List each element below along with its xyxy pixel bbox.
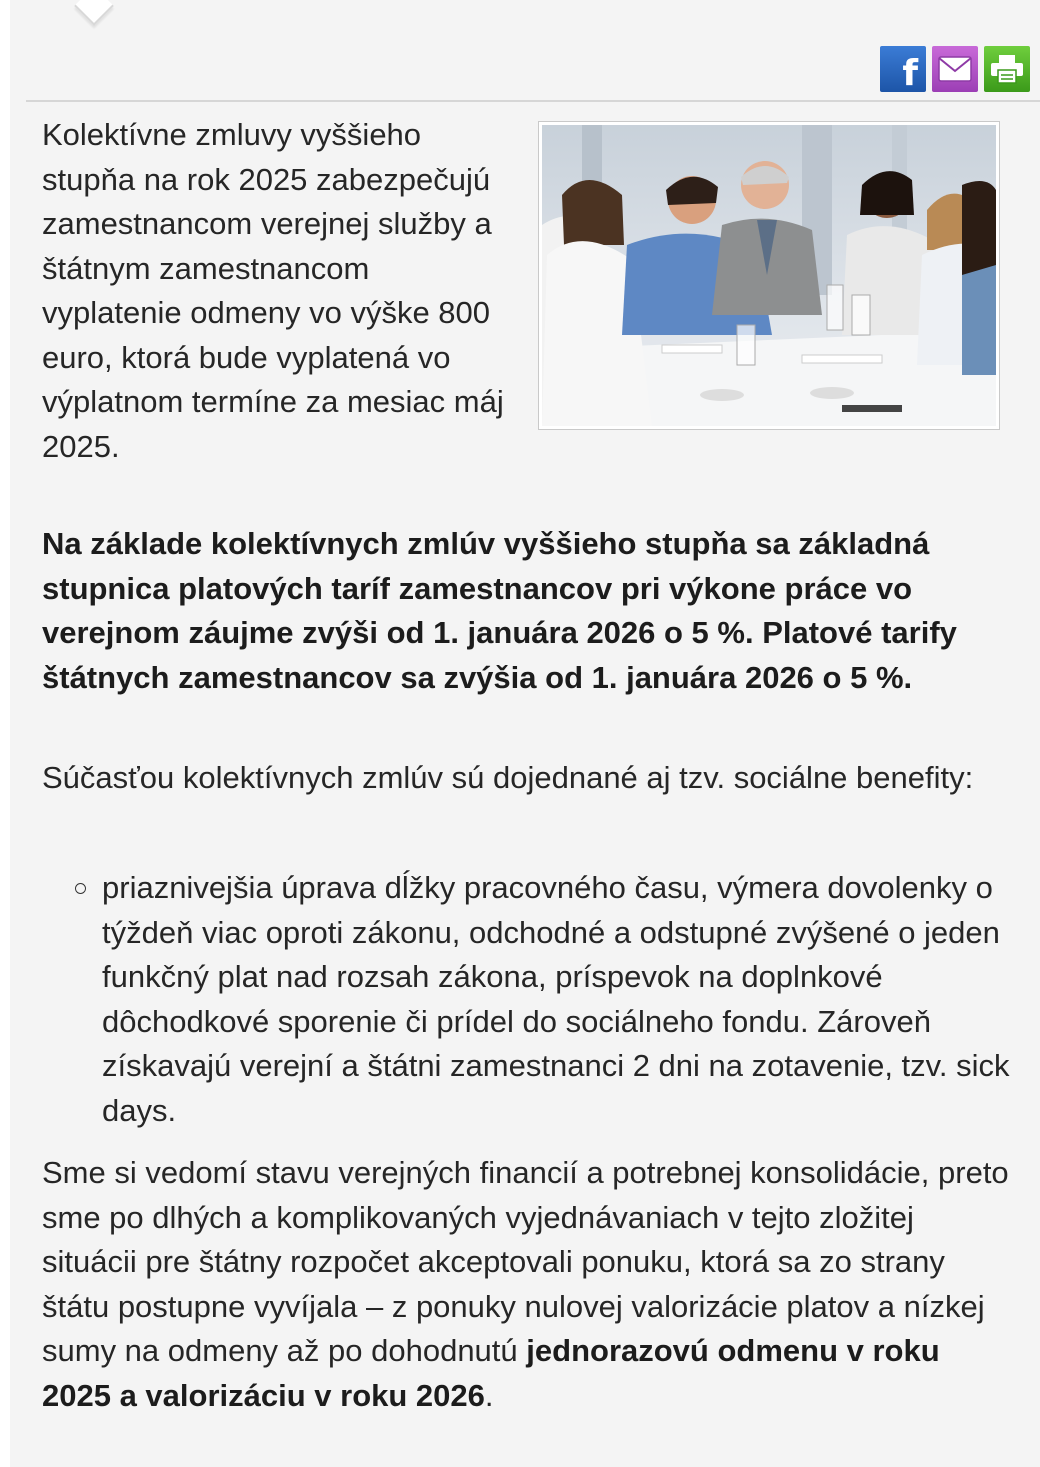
envelope-icon [938, 56, 972, 82]
list-item-text: priaznivejšia úprava dĺžky pracovného času, výmera dovolenky o týždeň viac oproti zákonu, odchodné a odstupné zvýšené o jeden funkčný plat nad rozsah zákona, príspevok na doplnkové dôchodkové sporenie či prídel do sociálneho fondu. Zároveň získavajú verejní a štátni zamestnanci 2 dni na zotavenie, tzv. sick days. [102, 870, 1010, 1128]
print-button[interactable] [984, 46, 1030, 92]
business-meeting-photo [542, 125, 996, 426]
closing-bold-text: jednorazovú odmenu v roku 2025 a valorizáciu v roku 2026 [42, 1333, 940, 1413]
salary-increase-paragraph: Na základe kolektívnych zmlúv vyššieho stupňa sa základná stupnica platových taríf zamestnancov pri výkone práce vo verejnom záujme zvýši od 1. januára 2026 o 5 %. Platové tarify štátnych zamestnancov sa zvýšia od 1. januára 2026 o 5 %. [42, 526, 957, 695]
benefits-intro: Súčasťou kolektívnych zmlúv sú dojednané aj tzv. sociálne benefity: [42, 760, 974, 795]
intro-paragraph: Kolektívne zmluvy vyššieho stupňa na rok 2025 zabezpečujú zamestnancom verejnej služby a štátnym zamestnancom vyplatenie odmeny vo výške 800 euro, ktorá bude vyplatená vo výplatnom termíne za mesiac máj 2025. [42, 117, 504, 464]
list-item [102, 866, 1022, 1133]
bullet-circle-icon [75, 883, 86, 894]
share-toolbar [880, 46, 1030, 92]
dropdown-notch [74, 0, 114, 26]
header-divider [26, 100, 1040, 102]
benefits-list [102, 866, 1022, 1133]
email-share-button[interactable] [932, 46, 978, 92]
closing-paragraph [42, 1151, 1017, 1418]
printer-icon [990, 54, 1024, 84]
closing-text: Sme si vedomí stavu verejných financií a potrebnej konsolidácie, preto sme po dlhých a komplikovaných vyjednávaniach v tejto zložitej situácii pre štátny rozpočet akceptovali ponuku, ktorá sa zo strany štátu postupne vyvíjala – z ponuky nulovej valorizácie platov a nízkej sumy na odmeny až po dohodnutú [42, 1155, 1009, 1368]
article-photo [538, 121, 1000, 430]
closing-end: . [484, 1377, 494, 1413]
facebook-icon: f [902, 52, 918, 94]
facebook-share-button[interactable] [880, 46, 926, 92]
